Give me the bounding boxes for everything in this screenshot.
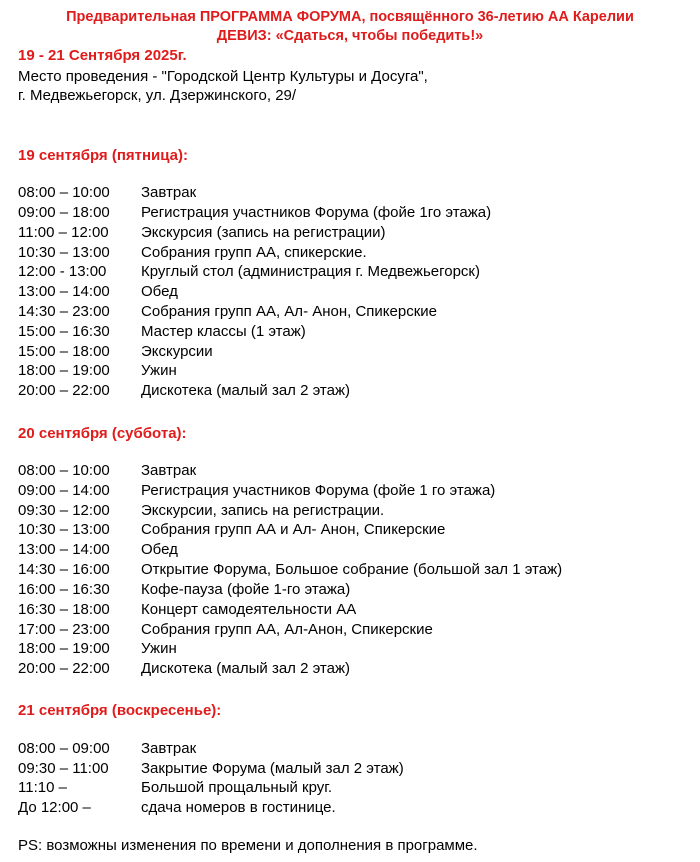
schedule-event: Завтрак [141,462,197,479]
schedule-event: Завтрак [141,740,197,757]
schedule-event: сдача номеров в гостинице. [141,799,336,816]
schedule-time: 18:00 – 19:00 [18,362,110,379]
day-heading-2: 20 сентября (суббота): [18,425,187,442]
schedule-event: Дискотека (малый зал 2 этаж) [141,382,351,399]
schedule-time: 10:30 – 13:00 [18,244,110,261]
schedule-time: 16:30 – 18:00 [18,601,110,618]
schedule-event: Обед [141,541,178,558]
schedule-event: Открытие Форума, Большое собрание (большой зал 1 этаж) [141,561,563,578]
schedule-event: Концерт самодеятельности АА [141,601,357,618]
schedule-event: Собрания групп АА, Ал- Анон, Спикерские [141,303,438,320]
event-dates: 19 - 21 Сентября 2025г. [18,47,187,64]
venue-line-2: г. Медвежьегорск, ул. Дзержинского, 29/ [18,87,297,104]
schedule-event: Регистрация участников Форума (фойе 1го этажа) [141,204,492,221]
schedule-time: 13:00 – 14:00 [18,541,110,558]
schedule-time: 10:30 – 13:00 [18,521,110,538]
schedule-time: 08:00 – 09:00 [18,740,110,757]
day-heading-3: 21 сентября (воскресенье): [18,702,222,719]
schedule-event: Мастер классы (1 этаж) [141,323,306,340]
schedule-time: 20:00 – 22:00 [18,660,110,677]
schedule-event: Дискотека (малый зал 2 этаж) [141,660,351,677]
schedule-event: Круглый стол (администрация г. Медвежьегорск) [141,263,480,280]
schedule-time: 13:00 – 14:00 [18,283,110,300]
schedule-event: Кофе-пауза (фойе 1-го этажа) [141,581,351,598]
schedule-event: Регистрация участников Форума (фойе 1 го этажа) [141,482,496,499]
schedule-time: 16:00 – 16:30 [18,581,110,598]
venue-line-1: Место проведения - "Городской Центр Культуры и Досуга", [18,68,428,85]
footer-note: PS: возможны изменения по времени и дополнения в программе. [18,837,478,854]
schedule-event: Ужин [141,640,177,657]
schedule-time: 08:00 – 10:00 [18,462,110,479]
schedule-event: Экскурсии, запись на регистрации. [141,502,385,519]
schedule-time: 18:00 – 19:00 [18,640,110,657]
schedule-time: 14:30 – 23:00 [18,303,110,320]
schedule-time: 20:00 – 22:00 [18,382,110,399]
schedule-time: 12:00 - 13:00 [18,263,107,280]
schedule-time: 14:30 – 16:00 [18,561,110,578]
schedule-event: Собрания групп АА, Ал-Анон, Спикерские [141,621,433,638]
schedule-event: Закрытие Форума (малый зал 2 этаж) [141,760,404,777]
schedule-time: 15:00 – 16:30 [18,323,110,340]
schedule-event: Собрания групп АА, спикерские. [141,244,367,261]
schedule-event: Экскурсии [141,343,213,360]
schedule-time: 11:00 – 12:00 [18,224,109,241]
schedule-event: Большой прощальный круг. [141,779,333,796]
schedule-time: 08:00 – 10:00 [18,184,110,201]
day-heading-1: 19 сентября (пятница): [18,147,189,164]
forum-motto: ДЕВИЗ: «Сдаться, чтобы победить!» [216,28,484,44]
document-title: Предварительная ПРОГРАММА ФОРУМА, посвящённого 36-летию АА Карелии [66,9,634,25]
schedule-time: 11:10 – [18,779,67,796]
schedule-event: Завтрак [141,184,197,201]
schedule-time: 09:00 – 18:00 [18,204,110,221]
schedule-time: 09:30 – 11:00 [18,760,109,777]
schedule-time: 09:30 – 12:00 [18,502,110,519]
schedule-event: Обед [141,283,178,300]
schedule-time: 15:00 – 18:00 [18,343,110,360]
schedule-event: Ужин [141,362,177,379]
schedule-event: Экскурсия (запись на регистрации) [141,224,386,241]
schedule-time: 17:00 – 23:00 [18,621,110,638]
schedule-time: До 12:00 – [18,799,91,816]
schedule-time: 09:00 – 14:00 [18,482,110,499]
schedule-event: Собрания групп АА и Ал- Анон, Спикерские [141,521,446,538]
